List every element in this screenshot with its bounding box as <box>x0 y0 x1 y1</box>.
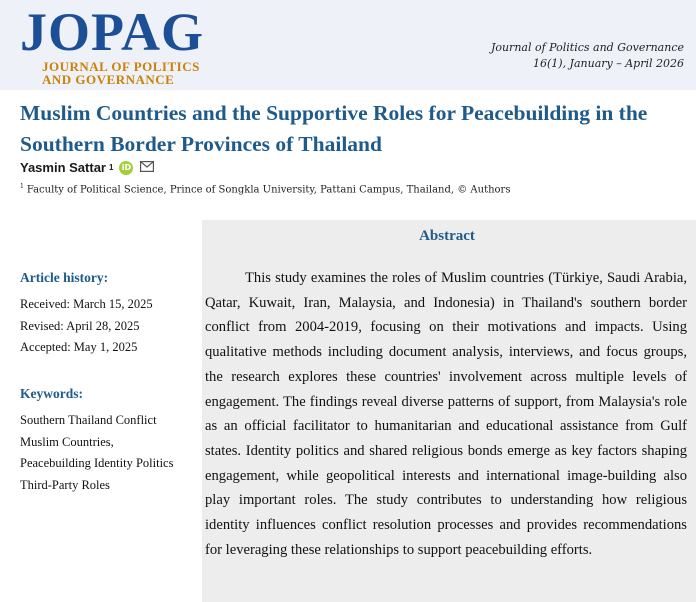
journal-name: Journal of Politics and Governance <box>490 41 684 54</box>
keyword-item: Muslim Countries, <box>20 434 114 449</box>
received-date: Received: March 15, 2025 <box>20 297 153 311</box>
article-history-heading: Article history: <box>20 270 109 285</box>
accepted-date: Accepted: May 1, 2025 <box>20 340 138 354</box>
keyword-item: Peacebuilding Identity Politics <box>20 456 174 470</box>
abstract-heading: Abstract <box>419 228 475 244</box>
logo-subtitle-line1: JOURNAL OF POLITICS <box>42 59 200 74</box>
affiliation-marker: 1 <box>20 183 24 190</box>
author-line <box>20 160 154 175</box>
article-title: Muslim Countries and the Supportive Roles for Peacebuilding in the Southern Border Provinces of Thailand <box>20 101 648 156</box>
article-history <box>20 270 153 359</box>
logo-wordmark: JOPAG <box>20 2 204 62</box>
abstract-text: This study examines the roles of Muslim countries (Türkiye, Saudi Arabia, Qatar, Kuwait, Iran, Malaysia, and Indonesia) in Thailand's southern border conflict from 2004-2019, focusing on their motivations and impacts. Using qualitative methods including document analysis, interviews, and focus groups, the research explores these countries' involvement across multiple levels of engagement. The findings reveal diverse patterns of support, from Malaysia's role as an official facilitator to humanitarian and educational assistance from Gulf states. Identity politics and shared religious bonds emerge as key factors shaping engagement, while geopolitical interests and international image-building also play important roles. The study contributes to understanding how religious identity influences conflict resolution processes and provides recommendations for leveraging these relationships to support peacebuilding efforts. <box>205 270 687 558</box>
journal-logo[interactable] <box>20 4 204 86</box>
keyword-item: Third-Party Roles <box>20 477 110 492</box>
author-affiliation-marker: 1 <box>109 163 114 172</box>
affiliation-text: Faculty of Political Science, Prince of Songkla University, Pattani Campus, Thailand, © Authors <box>26 184 511 196</box>
revised-date: Revised: April 28, 2025 <box>20 318 140 333</box>
keyword-item: Southern Thailand Conflict <box>20 413 157 427</box>
email-icon[interactable] <box>140 160 154 175</box>
keywords-section <box>20 386 173 496</box>
logo-subtitle-line2: AND GOVERNANCE <box>42 72 175 87</box>
keywords-heading: Keywords: <box>20 386 83 401</box>
author-name: Yasmin Sattar <box>20 160 106 175</box>
orcid-icon[interactable]: iD <box>119 161 133 175</box>
journal-issue: 16(1), January – April 2026 <box>532 57 684 70</box>
journal-info <box>491 40 684 72</box>
author-affiliation <box>20 183 510 195</box>
